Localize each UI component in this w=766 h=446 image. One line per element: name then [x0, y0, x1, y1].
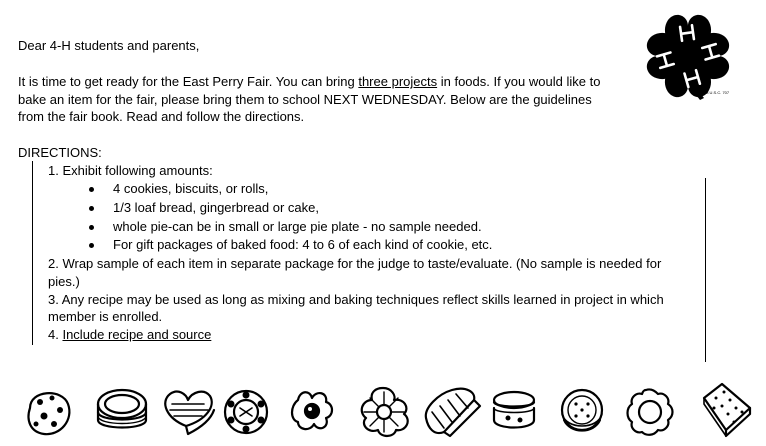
bullet-item-pie: whole pie-can be in small or large pie plate - no sample needed. — [113, 219, 482, 234]
direction-item-3-line-1: 3. Any recipe may be used as long as mixing and baking techniques reflect skills learned in project in which — [48, 292, 664, 307]
directions-right-rule — [705, 178, 706, 362]
directions-left-rule — [32, 161, 33, 345]
heart-cookie-icon — [165, 392, 214, 434]
bullet-dot — [89, 206, 94, 211]
salutation: Dear 4-H students and parents, — [18, 38, 200, 53]
round-cracker-sandwich-icon — [562, 390, 602, 431]
cookie-row-illustration — [0, 378, 766, 444]
swirl-butter-cookie-icon — [362, 388, 408, 436]
wafer-roll-cookie-icon — [426, 389, 480, 436]
include-recipe-text: Include recipe and source — [62, 327, 212, 342]
bullet-dot — [89, 187, 94, 192]
intro-line-1 — [18, 73, 600, 91]
flower-jam-cookie-icon — [225, 391, 267, 433]
square-cracker-icon — [704, 384, 750, 436]
logo-trademark-mark: 18 U.S.C. 707 — [704, 90, 730, 95]
intro-line-3: from the fair book. Read and follow the directions. — [18, 109, 305, 124]
chocolate-chip-cookie-icon — [29, 393, 70, 434]
direction-item-4 — [48, 326, 211, 344]
intro-line-1-end: in foods. If you would like to — [437, 74, 601, 89]
direction-item-2-line-1: 2. Wrap sample of each item in separate package for the judge to taste/evaluate. (No sample is needed for — [48, 256, 662, 271]
direction-item-4-number: 4. — [48, 327, 63, 342]
direction-item-1: 1. Exhibit following amounts: — [48, 163, 213, 178]
directions-heading: DIRECTIONS: — [18, 145, 102, 160]
bullet-dot — [89, 225, 94, 230]
intro-line-2: bake an item for the fair, please bring them to school NEXT WEDNESDAY. Below are the guidelines — [18, 92, 592, 107]
three-projects-text: three projects — [358, 74, 438, 89]
direction-item-2-line-2: pies.) — [48, 274, 80, 289]
bullet-item-bread: 1/3 loaf bread, gingerbread or cake, — [113, 200, 319, 215]
bullet-item-gift-packages: For gift packages of baked food: 4 to 6 of each kind of cookie, etc. — [113, 237, 493, 252]
sandwich-cookie-icon — [98, 390, 146, 428]
bullet-item-cookies: 4 cookies, biscuits, or rolls, — [113, 181, 269, 196]
scalloped-cookie-icon — [628, 389, 673, 434]
jam-thumbprint-cookie-icon — [292, 392, 332, 429]
intro-line-1-start: It is time to get ready for the East Perry Fair. You can bring — [18, 74, 359, 89]
bullet-dot — [89, 243, 94, 248]
direction-item-3-line-2: member is enrolled. — [48, 309, 163, 324]
macaron-icon — [494, 392, 534, 428]
